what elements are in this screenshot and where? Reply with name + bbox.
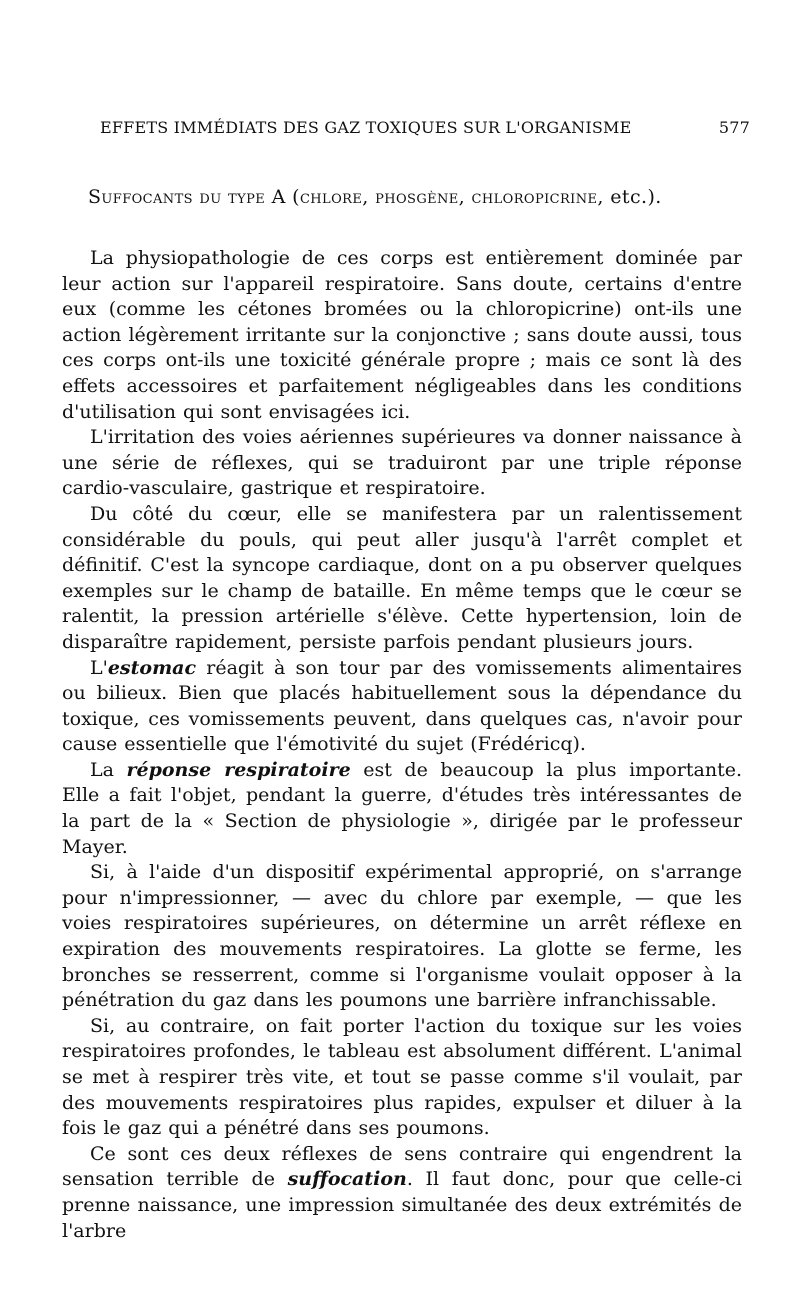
paragraph: Si, à l'aide d'un dispositif expérimental approprié, on s'arrange pour n'impressionner, — avec du chlore par exemple, — que les voies respiratoires supérieures, on détermine un arrêt réflexe en expiration des mouvements respiratoires. La glotte se ferme, les bronches se resserrent, comme si l'organisme voulait opposer à la pénétration du gaz dans les poumons une barrière infranchissable.	[62, 861, 742, 1012]
paragraph: L'irritation des voies aériennes supérieures va donner naissance à une série de réflexes, qui se traduiront par une triple réponse cardio-vasculaire, gastrique et respiratoire.	[62, 426, 742, 500]
running-head	[100, 118, 750, 137]
section-title	[88, 186, 750, 208]
paragraph-lead: La	[90, 758, 127, 781]
running-title: EFFETS IMMÉDIATS DES GAZ TOXIQUES SUR L'ORGANISME	[100, 118, 632, 137]
section-title-smallcaps: Suffocants du type	[88, 186, 266, 208]
paragraph-emphasis: estomac	[107, 656, 197, 679]
paragraph: La physiopathologie de ces corps est entièrement dominée par leur action sur l'appareil respiratoire. Sans doute, certains d'entre eux (comme les cétones bromées ou la chloropicrine) ont-ils une action légèrement irritante sur la conjonctive ; sans doute aussi, tous ces corps ont-ils une toxicité générale propre ; mais ce sont là des effets accessoires et parfaitement négligeables dans les conditions d'utilisation qui sont envisagées ici.	[62, 247, 742, 423]
paragraph-lead: Ce sont ces deux réflexes de sens contraire qui engendrent la sensation terrible de	[62, 1142, 742, 1191]
paragraph	[62, 656, 742, 758]
paragraph-emphasis: suffocation	[287, 1168, 407, 1191]
section-title-end: etc.).	[610, 186, 662, 208]
paragraph-rest: réagit à son tour par des vomissements alimentaires ou bilieux. Bien que placés habituellement sous la dépendance du toxique, ces vomissements peuvent, dans quelques cas, n'avoir pour cause essentielle que l'émotivité du sujet (Frédéricq).	[62, 656, 742, 756]
paragraph-lead: L'	[90, 656, 108, 679]
section-title-paren: (chlore, phosgène, chloropicrine,	[292, 186, 604, 208]
paragraph	[62, 758, 742, 860]
paragraph-emphasis: réponse respiratoire	[126, 758, 351, 781]
paragraph: Du côté du cœur, elle se manifestera par un ralentissement considérable du pouls, qui peut aller jusqu'à l'arrêt complet et définitif. C'est la syncope cardiaque, dont on a pu observer quelques exemples sur le champ de bataille. En même temps que le cœur se ralentit, la pression artérielle s'élève. Cette hypertension, loin de disparaître rapidement, persiste parfois pendant plusieurs jours.	[62, 502, 742, 653]
paragraph	[62, 1142, 742, 1244]
paragraph: Si, au contraire, on fait porter l'action du toxique sur les voies respiratoires profondes, le tableau est absolument différent. L'animal se met à respirer très vite, et tout se passe comme s'il voulait, par des mouvements respiratoires plus rapides, expulser et diluer à la fois le gaz qui a pénétré dans ses poumons.	[62, 1014, 742, 1140]
paragraph-rest: est de beaucoup la plus importante. Elle a fait l'objet, pendant la guerre, d'études très intéressantes de la part de la « Section de physiologie », dirigée par le professeur Mayer.	[62, 758, 742, 858]
page-number: 577	[718, 118, 750, 137]
body-text	[62, 246, 742, 1244]
section-title-letter: A	[271, 186, 286, 208]
paragraph-rest: . Il faut donc, pour que celle-ci prenne naissance, une impression simultanée des deux extrémités de l'arbre	[62, 1168, 742, 1242]
